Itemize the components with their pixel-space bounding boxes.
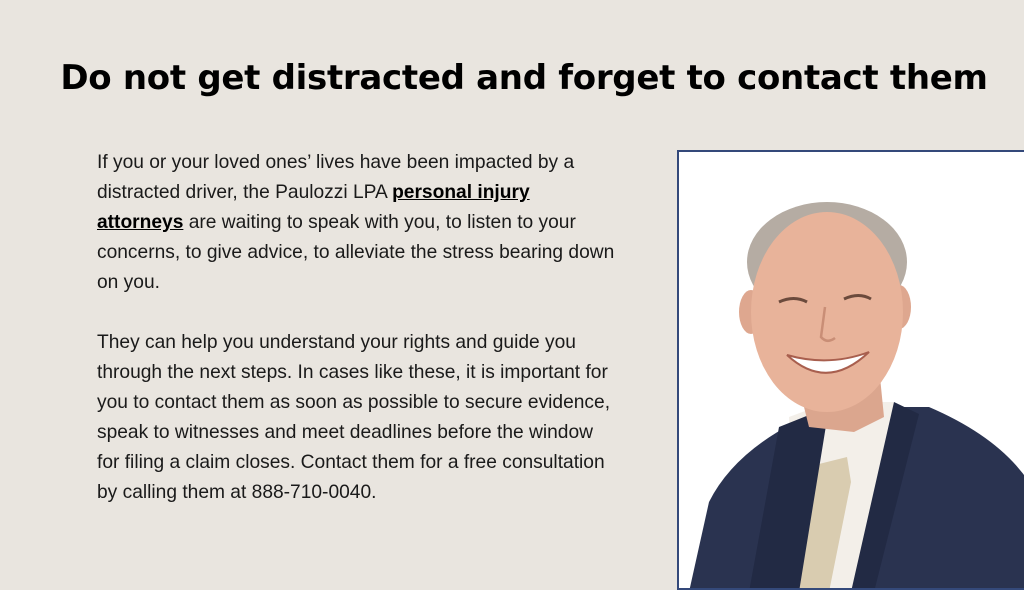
personal-injury-attorneys-link[interactable]: personal injury attorneys (97, 182, 530, 233)
paragraph-contact: They can help you understand your rights and guide you through the next steps. In cases like these, it is important for you to contact them as soon as possible to secure evidence, speak to witnesses and meet deadlines before the window for filing a claim closes. Contact them for a free consultation by calling them at 888-710-0040. (97, 332, 611, 503)
attorney-portrait-illustration (679, 152, 1024, 590)
intro-text-start: If you or your loved ones’ lives have been impacted by a distracted driver, the Paulozzi LPA (97, 152, 575, 203)
body-text (97, 148, 617, 508)
paragraph-intro (97, 148, 617, 298)
attorney-photo (677, 150, 1024, 590)
intro-text-end: are waiting to speak with you, to listen to your concerns, to give advice, to alleviate the stress bearing down on you. (97, 212, 615, 293)
slide-title: Do not get distracted and forget to contact them (60, 58, 988, 98)
